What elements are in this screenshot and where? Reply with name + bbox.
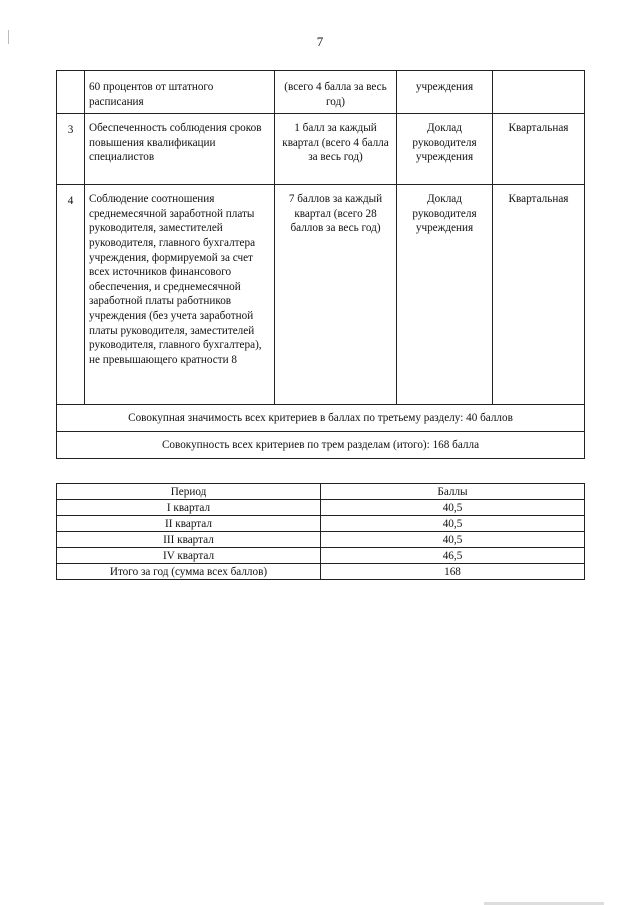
period-cell: IV квартал [57,548,321,564]
table-header-row [57,484,585,500]
row-number: 3 [57,114,85,185]
table-row [57,532,585,548]
page-number: 7 [316,34,324,49]
source-cell: учреждения [397,71,493,114]
points-value: 40,5 [321,532,585,548]
table-row [57,71,585,114]
frequency-cell [493,71,585,114]
section3-summary: Совокупная значимость всех критериев в баллах по третьему разделу: 40 баллов [57,405,585,432]
frequency-cell: Квартальная [493,114,585,185]
period-points-table [56,483,585,580]
table-row [57,185,585,405]
points-cell: 1 балл за каждый квартал (всего 4 балла за весь год) [275,114,397,185]
table-row [57,548,585,564]
period-cell: II квартал [57,516,321,532]
total-row [57,564,585,580]
source-cell: Доклад руководителя учреждения [397,185,493,405]
frequency-cell: Квартальная [493,185,585,405]
row-number [57,71,85,114]
points-value: 46,5 [321,548,585,564]
points-cell: 7 баллов за каждый квартал (всего 28 баллов за весь год) [275,185,397,405]
criterion-cell: Соблюдение соотношения среднемесячной заработной платы руководителя, заместителей руководителя, главного бухгалтера учреждения, формируемой за счет всех источников финансового обеспечения, и среднемесячной заработной платы работников учреждения (без учета заработной платы руководителя, заместителей руководителя, главного бухгалтера), не превышающего кратности 8 [85,185,275,405]
row-number: 4 [57,185,85,405]
points-header: Баллы [321,484,585,500]
period-header: Период [57,484,321,500]
period-cell: Итого за год (сумма всех баллов) [57,564,321,580]
criterion-cell: Обеспеченность соблюдения сроков повышения квалификации специалистов [85,114,275,185]
table-row [57,516,585,532]
points-value: 40,5 [321,500,585,516]
table-row [57,114,585,185]
table-row [57,500,585,516]
total-summary-row [57,432,585,459]
points-value: 40,5 [321,516,585,532]
points-cell: (всего 4 балла за весь год) [275,71,397,114]
total-summary: Совокупность всех критериев по трем разделам (итого): 168 балла [57,432,585,459]
criteria-table [56,70,585,459]
source-cell: Доклад руководителя учреждения [397,114,493,185]
points-value: 168 [321,564,585,580]
period-cell: III квартал [57,532,321,548]
criterion-cell: 60 процентов от штатного расписания [85,71,275,114]
section-summary-row [57,405,585,432]
period-cell: I квартал [57,500,321,516]
